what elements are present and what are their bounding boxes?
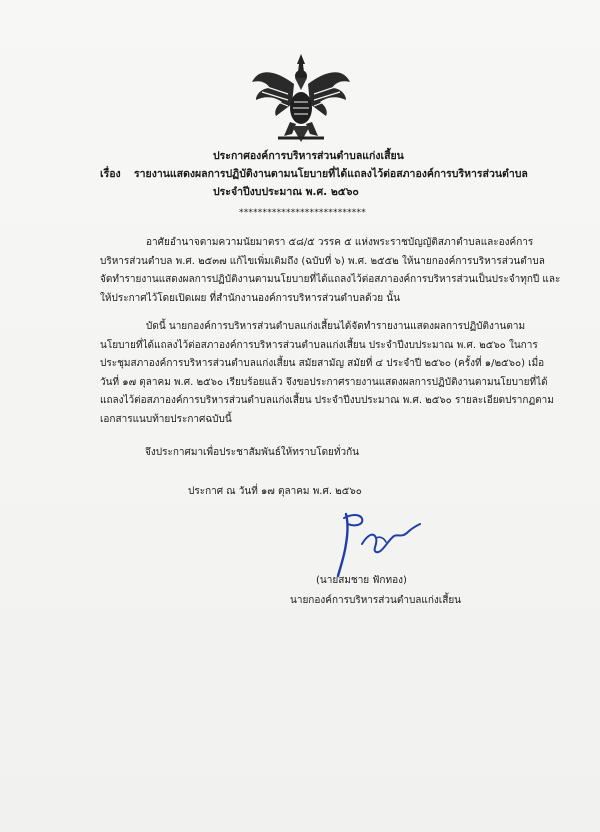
- announcement-title: ประกาศองค์การบริหารส่วนตำบลแก่งเสี้ยน: [213, 150, 404, 162]
- paragraph-authority: [100, 234, 561, 308]
- separator-stars: ***************************: [239, 208, 366, 218]
- paragraph-line: จัดทำรายงานแสดงผลการปฏิบัติงานตามนโยบายที่ได้แถลงไว้ต่อสภาองค์การบริหารส่วนเป็นประจำทุกปี และ: [100, 274, 561, 286]
- paragraph-line: เอกสารแนบท้ายประกาศฉบับนี้: [100, 413, 232, 425]
- paragraph-report: [100, 318, 554, 430]
- paragraph-line: บริหารส่วนตำบล พ.ศ. ๒๕๓๗ แก้ไขเพิ่มเติมถึง (ฉบับที่ ๖) พ.ศ. ๒๕๕๒ ให้นายกองค์การบริหารส่วนตำบล: [100, 255, 545, 267]
- handwritten-signature: [332, 510, 424, 580]
- paragraph-line: นโยบายที่ได้แถลงไว้ต่อสภาองค์การบริหารส่วนตำบลแก่งเสี้ยน ประจำปีงบประมาณ พ.ศ. ๒๕๖๐ ในการ: [100, 339, 538, 351]
- paragraph-line: ให้ประกาศไว้โดยเปิดเผย ที่สำนักงานองค์การบริหารส่วนตำบลด้วย นั้น: [100, 292, 400, 304]
- paragraph-line: อาศัยอำนาจตามความนัยมาตรา ๕๘/๕ วรรค ๕ แห่งพระราชบัญญัติสภาตำบลและองค์การ: [146, 237, 534, 248]
- closing-statement: จึงประกาศมาเพื่อประชาสัมพันธ์ให้ทราบโดยทั่วกัน: [145, 447, 360, 458]
- signer-position: นายกองค์การบริหารส่วนตำบลแก่งเสี้ยน: [290, 595, 462, 606]
- paragraph-line: วันที่ ๑๗ ตุลาคม พ.ศ. ๒๕๖๐ เรียบร้อยแล้ว จึงขอประกาศรายงานแสดงผลการปฏิบัติงานตามนโยบายที่ได้: [100, 376, 548, 388]
- announcement-date: ประกาศ ณ วันที่ ๑๗ ตุลาคม พ.ศ. ๒๕๖๐: [188, 486, 362, 497]
- signer-name: (นายสมชาย ฟักทอง): [316, 575, 407, 586]
- paragraph-line: บัดนี้ นายกองค์การบริหารส่วนตำบลแก่งเสี้ยนได้จัดทำรายงานแสดงผลการปฏิบัติงานตาม: [146, 321, 526, 332]
- fiscal-year-line: ประจำปีงบประมาณ พ.ศ. ๒๕๖๐: [213, 186, 359, 198]
- paragraph-line: ประชุมสภาองค์การบริหารส่วนตำบลแก่งเสี้ยน สมัยสามัญ สมัยที่ ๔ ประจำปี ๒๕๖๐ (ครั้งที่ ๑/๒๕๖๐) เมื่อ: [100, 358, 545, 370]
- garuda-emblem-icon: [248, 52, 354, 144]
- subject-label: เรื่อง: [100, 168, 121, 180]
- subject-text: รายงานแสดงผลการปฏิบัติงานตามนโยบายที่ได้แถลงไว้ต่อสภาองค์การบริหารส่วนตำบล: [134, 168, 528, 180]
- paragraph-line: แถลงไว้ต่อสภาองค์การบริหารส่วนตำบลแก่งเสี้ยน ประจำปีงบประมาณ พ.ศ. ๒๕๖๐ รายละเอียดปรากฏตาม: [100, 395, 554, 407]
